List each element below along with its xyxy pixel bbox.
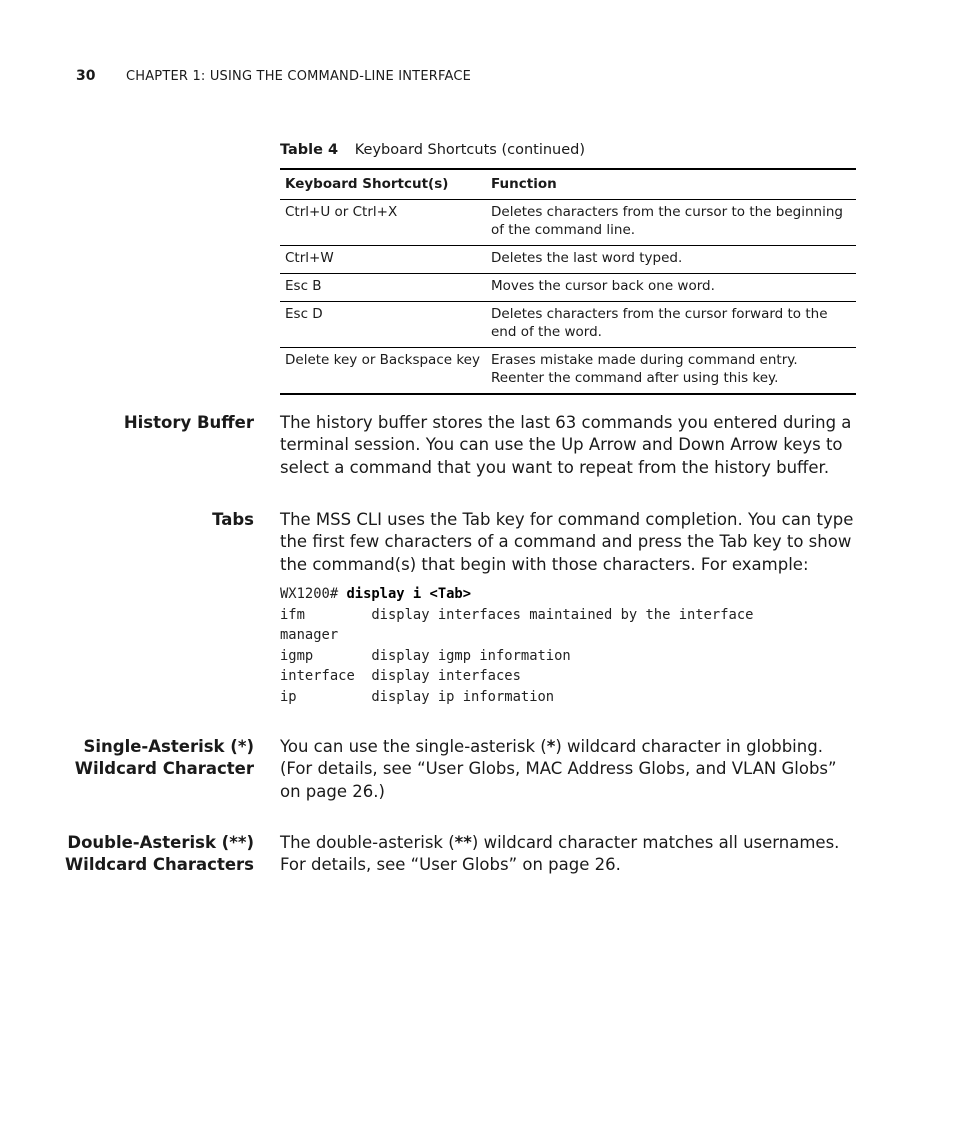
code-line: interface display interfaces — [280, 668, 521, 685]
page-number: 30 — [76, 68, 96, 84]
shortcut-cell: Esc D — [285, 306, 323, 322]
page-header — [76, 67, 471, 86]
section-title-double-asterisk — [14, 832, 254, 876]
function-cell: Erases mistake made during command entry. Reenter the command after using this key. — [491, 352, 798, 386]
shortcut-cell: Delete key or Backspace key — [285, 352, 480, 368]
section-title-history-buffer: History Buffer — [123, 413, 254, 432]
keyboard-shortcuts-table — [280, 168, 856, 395]
body-text: The double-asterisk ( — [280, 833, 455, 852]
table-caption-label: Table 4 — [280, 142, 339, 158]
code-line: ip display ip information — [280, 688, 555, 705]
function-cell: Moves the cursor back one word. — [491, 278, 715, 294]
section-body-single-asterisk — [280, 736, 860, 803]
section-title-line: Double-Asterisk (**) — [67, 833, 254, 852]
code-line: manager — [280, 627, 339, 644]
section-title-tabs: Tabs — [212, 510, 254, 529]
code-line: igmp display igmp information — [280, 647, 571, 664]
section-body-double-asterisk — [280, 832, 860, 877]
section-body-tabs — [280, 509, 860, 707]
table-row — [280, 200, 856, 246]
table-row — [280, 274, 856, 302]
body-text: ) wildcard character matches all usernames. For details, see “User Globs” on page 26. — [280, 833, 840, 875]
section-body-history-buffer: The history buffer stores the last 63 commands you entered during a terminal session. You can use the Up Arrow and Down Arrow keys to select a command that you want to repeat from the history buffer. — [280, 413, 852, 477]
section-title-single-asterisk — [14, 736, 254, 780]
section-title-line: Single-Asterisk (*) — [83, 737, 254, 756]
table-header-row — [280, 169, 856, 200]
shortcut-cell: Ctrl+U or Ctrl+X — [285, 204, 398, 220]
function-cell: Deletes characters from the cursor to the beginning of the command line. — [491, 204, 843, 238]
column-header-shortcut: Keyboard Shortcut(s) — [285, 176, 449, 192]
asterisk-symbol: ** — [454, 833, 472, 852]
shortcut-cell: Esc B — [285, 278, 322, 294]
code-prompt: WX1200# — [280, 586, 347, 603]
code-example — [280, 584, 860, 707]
asterisk-symbol: * — [546, 737, 556, 756]
function-cell: Deletes the last word typed. — [491, 250, 683, 266]
body-text: ) wildcard character in globbing. (For details, see “User Globs, MAC Address Globs, and VLAN Globs” on page 26.) — [280, 737, 837, 801]
table-row — [280, 246, 856, 274]
section-title-line: Wildcard Characters — [64, 855, 254, 874]
shortcut-cell: Ctrl+W — [285, 250, 334, 266]
table-caption — [280, 141, 585, 159]
tabs-description: The MSS CLI uses the Tab key for command completion. You can type the first few characters of a command and press the Tab key to show the command(s) that begin with those characters. For example: — [280, 510, 854, 574]
column-header-function: Function — [491, 176, 557, 192]
section-title-line: Wildcard Character — [74, 759, 254, 778]
table-caption-text: Keyboard Shortcuts (continued) — [354, 142, 586, 158]
code-command: display i <Tab> — [346, 586, 472, 603]
code-line: ifm display interfaces maintained by the interface — [280, 606, 754, 623]
body-text: You can use the single-asterisk ( — [280, 737, 547, 756]
function-cell: Deletes characters from the cursor forward to the end of the word. — [491, 306, 828, 340]
chapter-title: CHAPTER 1: USING THE COMMAND-LINE INTERFACE — [125, 69, 472, 84]
table-row — [280, 302, 856, 348]
table-row — [280, 348, 856, 395]
